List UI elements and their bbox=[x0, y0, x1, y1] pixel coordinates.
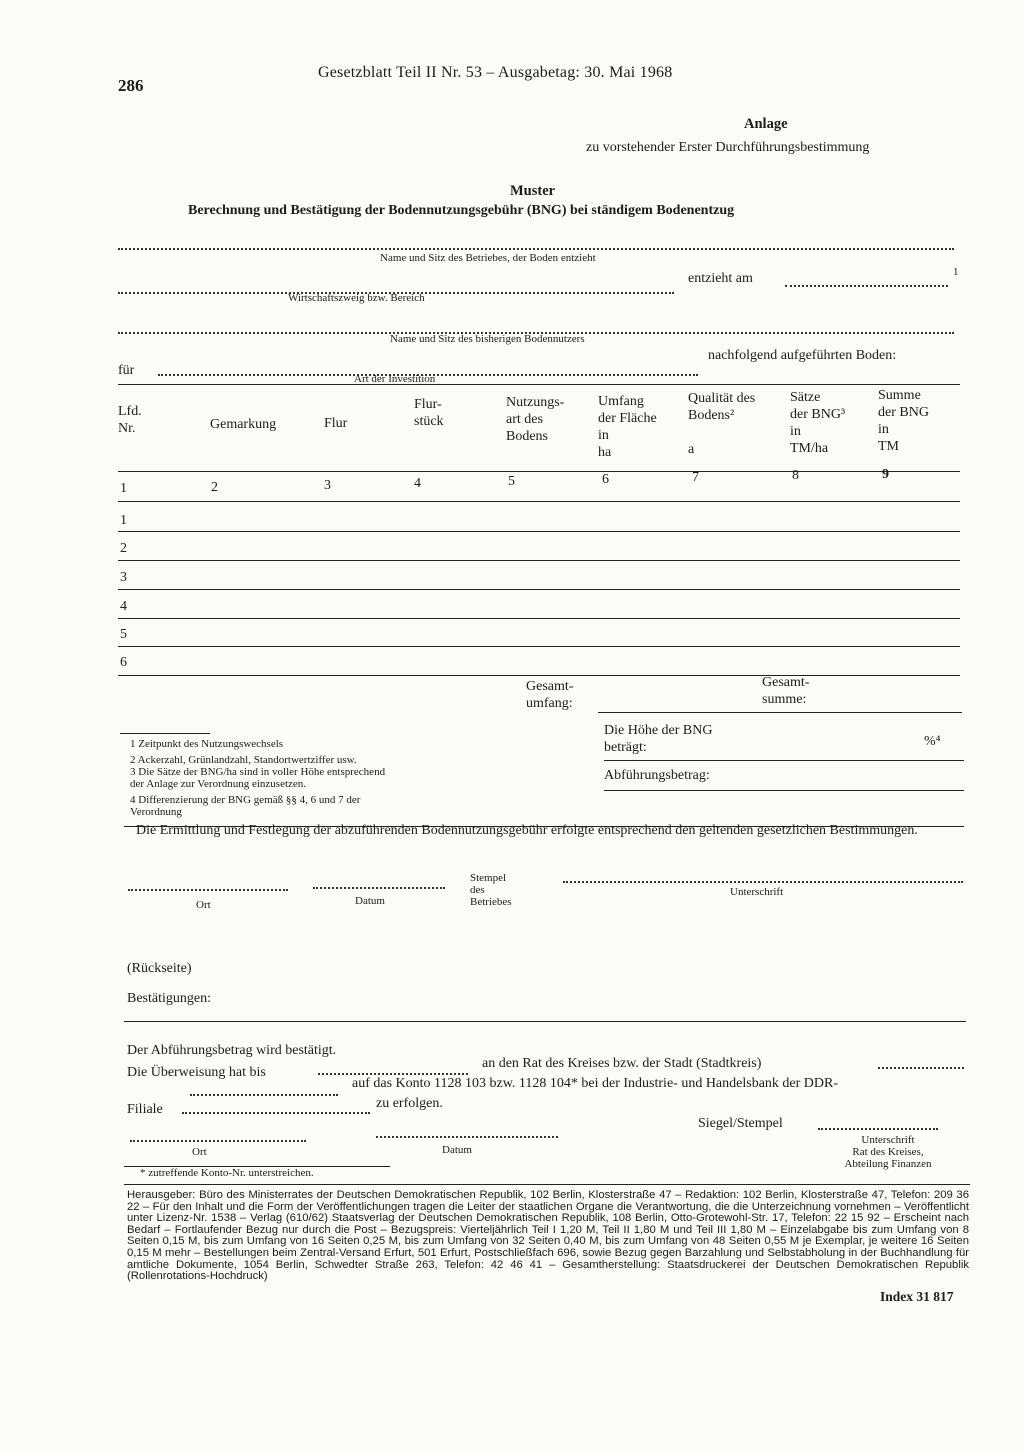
filiale-dotted-line[interactable] bbox=[182, 1112, 370, 1114]
header-saetze: Sätze der BNG³ in TM/ha bbox=[790, 390, 846, 456]
amount-dotted-line[interactable] bbox=[190, 1094, 338, 1096]
ort-dotted-line[interactable] bbox=[128, 889, 288, 891]
bestaetigt-text: Der Abführungsbetrag wird bestätigt. bbox=[127, 1043, 337, 1058]
column-number: 6 bbox=[602, 472, 609, 487]
header-gemarkung: Gemarkung bbox=[210, 417, 277, 432]
header-flur: Flur bbox=[324, 416, 348, 431]
ort-caption-2: Ort bbox=[192, 1146, 207, 1158]
annex-title: Anlage bbox=[744, 116, 788, 132]
header-summe: Summe der BNG in TM bbox=[878, 388, 929, 454]
footnote-2: 2 Ackerzahl, Grünlandzahl, Standortwertziffer usw. bbox=[130, 754, 357, 766]
stempel-caption: Stempel des Betriebes bbox=[470, 872, 512, 908]
footnote-mark-1: 1 bbox=[953, 266, 959, 278]
table-row-rule bbox=[118, 589, 960, 590]
footnote-4: 4 Differenzierung der BNG gemäß §§ 4, 6 und 7 der Verordnung bbox=[130, 794, 361, 818]
table-row-number: 6 bbox=[120, 655, 127, 670]
table-row-number: 2 bbox=[120, 541, 127, 556]
datum-caption: Datum bbox=[355, 895, 385, 907]
statement-text: Die Ermittlung und Festlegung der abzuführenden Bodennutzungsgebühr erfolgte entsprechend den geltenden gesetzlichen Bestimmungen. bbox=[136, 823, 918, 838]
company-dotted-line[interactable] bbox=[118, 248, 954, 250]
header-lfd-nr: Lfd. Nr. bbox=[118, 404, 142, 436]
gesamtumfang-label: Gesamt- umfang: bbox=[526, 679, 574, 711]
datum-dotted-line-2[interactable] bbox=[376, 1136, 558, 1138]
bestaetigungen-rule bbox=[124, 1021, 966, 1022]
percent-sign: %⁴ bbox=[924, 734, 941, 749]
column-number: 7 bbox=[692, 470, 699, 485]
header-flurstueck: Flur- stück bbox=[414, 397, 444, 429]
zu-erfolgen-text: zu erfolgen. bbox=[376, 1096, 443, 1111]
filiale-label: Filiale bbox=[127, 1102, 163, 1117]
datum-caption-2: Datum bbox=[442, 1144, 472, 1156]
column-number: 2 bbox=[211, 480, 218, 495]
annex-subtitle: zu vorstehender Erster Durchführungsbestimmung bbox=[586, 140, 870, 155]
abfuehrungsbetrag-label: Abführungsbetrag: bbox=[604, 768, 710, 783]
entzieht-am-label: entzieht am bbox=[688, 271, 753, 286]
fuer-label: für bbox=[118, 363, 135, 378]
caption-branch: Wirtschaftszweig bzw. Bereich bbox=[288, 292, 425, 304]
form-label: Muster bbox=[510, 183, 556, 199]
rueckseite-label: (Rückseite) bbox=[127, 961, 192, 976]
running-title: Gesetzblatt Teil II Nr. 53 – Ausgabetag: 30. Mai 1968 bbox=[318, 64, 673, 81]
ueberweisung-text-3: auf das Konto 1128 103 bzw. 1128 104* bei der Industrie- und Handelsbank der DDR- bbox=[352, 1076, 839, 1091]
header-nutzungsart: Nutzungs- art des Bodens bbox=[506, 395, 565, 444]
form-title: Berechnung und Bestätigung der Bodennutzungsgebühr (BNG) bei ständigem Bodenentzug bbox=[188, 203, 735, 218]
unterschrift-caption: Unterschrift bbox=[730, 886, 784, 898]
column-number: 1 bbox=[120, 481, 127, 496]
table-row-rule bbox=[118, 501, 960, 502]
footnote-1: 1 Zeitpunkt des Nutzungswechsels bbox=[130, 738, 284, 750]
caption-investment: Art der Investition bbox=[354, 373, 436, 385]
caption-company: Name und Sitz des Betriebes, der Boden entzieht bbox=[380, 252, 596, 264]
table-row-rule bbox=[118, 618, 960, 619]
unterschrift-rat-caption: Unterschrift Rat des Kreises, Abteilung Finanzen bbox=[844, 1134, 932, 1170]
page-number: 286 bbox=[118, 76, 144, 95]
table-header-rule bbox=[118, 471, 960, 472]
footnote-3: 3 Die Sätze der BNG/ha sind in voller Höhe entsprechend der Anlage zur Verordnung einzusetzen. bbox=[130, 766, 386, 790]
table-row-number: 5 bbox=[120, 627, 127, 642]
table-row-rule bbox=[118, 531, 960, 532]
table-top-rule bbox=[118, 384, 960, 385]
ort-dotted-line-2[interactable] bbox=[130, 1140, 306, 1142]
city-dotted-line[interactable] bbox=[878, 1067, 964, 1069]
imprint-text: Herausgeber: Büro des Ministerrates der Deutschen Demokratischen Republik, 102 Berlin, Klosterstraße 47 – Redaktion: 102 Berlin, Klosterstraße 47, Telefon: 209 36 22 – Für den Inhalt und die Form der Veröffentlichungen tragen die Leiter der staatlichen Organe die Verantwortung, die die Unterzeichnung vornehmen – Veröffentlicht unter Lizenz-Nr. 1538 – Verlag (610/62) Staatsverlag der Deutschen Demokratischen Republik, 108 Berlin, Otto-Grotewohl-Str. 17, Telefon: 22 15 92 – Erscheint nach Bedarf – Fortlaufender Bezug nur durch die Post – Bezugspreis: Vierteljährlich Teil I 1,20 M, Teil II 1,80 M und Teil III 1,80 M – Einzelabgabe bis zum Umfang von 8 Seiten 0,15 M, bis zum Umfang von 16 Seiten 0,25 M, bis zum Umfang von 32 Seiten 0,40 M, bis zum Umfang von 48 Seiten 0,55 M je Exemplar, je weitere 16 Seiten 0,15 M mehr – Bestellungen beim Zentral-Versand Erfurt, 501 Erfurt, Postschließfach 696, sowie Bezug gegen Barzahlung und Selbstabholung in der Buchhandlung für amtliche Dokumente, 1054 Berlin, Schwedter Straße 263, Telefon: 42 46 41 – Gesamtherstellung: Staatsdruckerei der Deutschen Demokratischen Republik (Rollenrotations-Hochdruck) bbox=[127, 1189, 969, 1283]
footnote-rule bbox=[120, 733, 210, 734]
unterschrift-dotted-line[interactable] bbox=[563, 881, 963, 883]
date-until-dotted-line[interactable] bbox=[318, 1073, 468, 1075]
nachfolgend-label: nachfolgend aufgeführten Boden: bbox=[708, 348, 897, 363]
totals-rule bbox=[598, 712, 962, 713]
header-qualitaet: Qualität des Bodens² a bbox=[688, 391, 756, 457]
table-row-number: 4 bbox=[120, 599, 127, 614]
column-number: 8 bbox=[792, 468, 799, 483]
index-number: Index 31 817 bbox=[880, 1289, 954, 1304]
abfuehrung-rule[interactable] bbox=[604, 790, 964, 791]
table-row-rule bbox=[118, 560, 960, 561]
column-number: 5 bbox=[508, 474, 515, 489]
table-bottom-rule bbox=[118, 675, 960, 676]
table-row-number: 1 bbox=[120, 513, 127, 528]
date-dotted-line[interactable] bbox=[785, 285, 948, 287]
ueberweisung-text-1: Die Überweisung hat bis bbox=[127, 1065, 266, 1080]
table-row-rule bbox=[118, 646, 960, 647]
datum-dotted-line[interactable] bbox=[313, 887, 445, 889]
column-number: 4 bbox=[414, 476, 421, 491]
header-umfang: Umfang der Fläche in ha bbox=[598, 394, 657, 460]
column-number: 9 bbox=[882, 467, 889, 482]
siegel-label: Siegel/Stempel bbox=[698, 1116, 783, 1131]
siegel-dotted-line[interactable] bbox=[818, 1128, 938, 1130]
hoehe-bng-label: Die Höhe der BNG beträgt: bbox=[604, 723, 713, 755]
caption-prev-user: Name und Sitz des bisherigen Bodennutzers bbox=[390, 333, 585, 345]
column-number: 3 bbox=[324, 478, 331, 493]
ort-caption: Ort bbox=[196, 899, 211, 911]
ueberweisung-text-2: an den Rat des Kreises bzw. der Stadt (Stadtkreis) bbox=[482, 1056, 762, 1071]
reverse-footnote: * zutreffende Konto-Nr. unterstreichen. bbox=[140, 1167, 314, 1179]
hoehe-rule[interactable] bbox=[604, 760, 964, 761]
imprint-rule bbox=[124, 1184, 970, 1185]
gesamtsumme-label: Gesamt- summe: bbox=[762, 675, 810, 707]
table-row-number: 3 bbox=[120, 570, 127, 585]
bestaetigungen-label: Bestätigungen: bbox=[127, 991, 211, 1006]
